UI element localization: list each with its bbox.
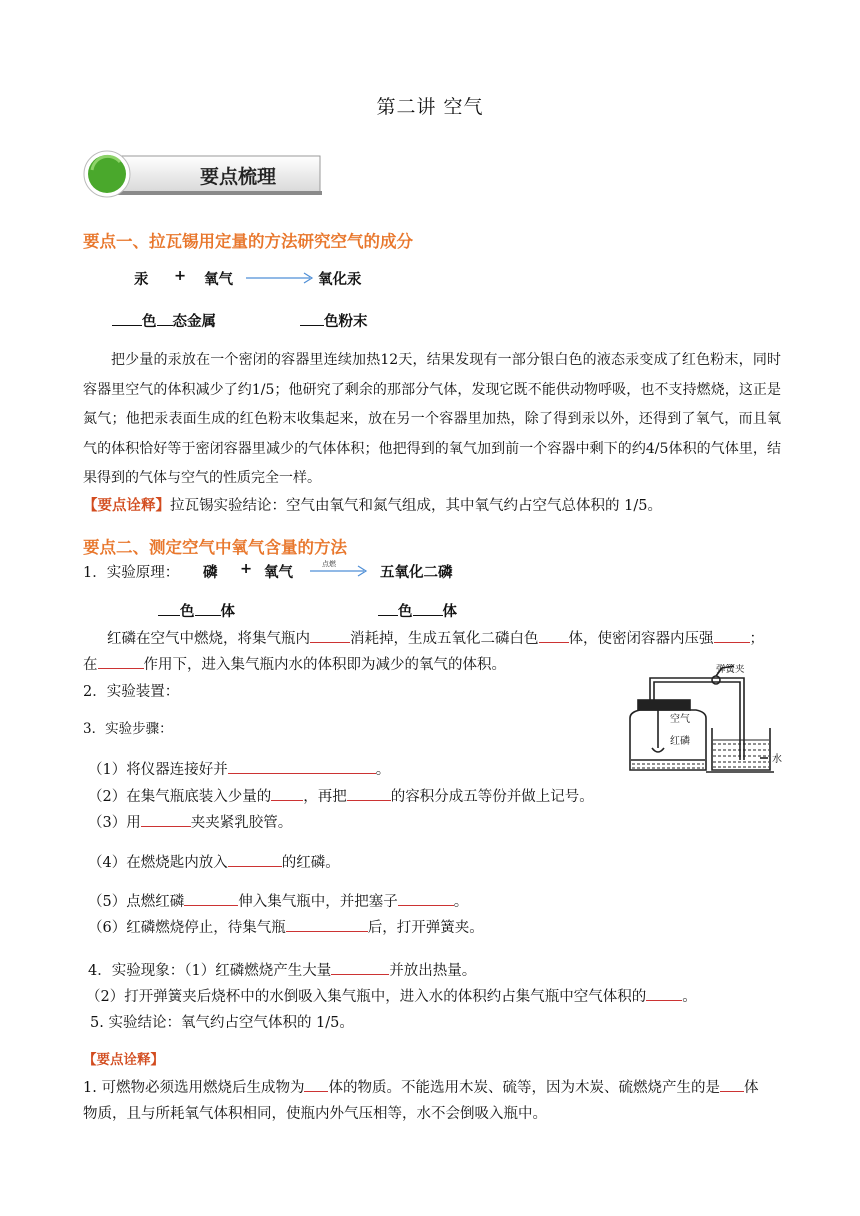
eq1-right: 氧化汞: [318, 272, 362, 288]
label-phosphorus: 红磷: [670, 736, 690, 747]
eq2-desc-a: 色 体: [158, 600, 235, 621]
eq2-left1: 磷: [203, 565, 218, 581]
eq1-desc2: 色粉末: [300, 310, 368, 331]
eq2-arrow-icon: [308, 562, 368, 578]
step-1: （1）将仪器连接好并 。: [88, 758, 390, 779]
steps-label: 3．实验步骤：: [83, 721, 173, 737]
step-2: （2）在集气瓶底装入少量的 ，再把 的容积分成五等份并做上记号。: [88, 785, 594, 806]
section-banner: [82, 150, 324, 198]
page-title: 第二讲 空气: [376, 96, 484, 118]
eq1-arrow-icon: [244, 268, 316, 286]
principle-label: 1．实验原理：: [83, 565, 180, 581]
section2-heading: 要点二、测定空气中氧气含量的方法: [83, 538, 347, 557]
conclusion: 5. 实验结论：氧气约占空气体积的 1/5。: [90, 1015, 354, 1031]
apparatus-figure: [612, 664, 784, 776]
section1-paragraph: 把少量的汞放在一个密闭的容器里连续加热12天，结果发现有一部分银白色的液态汞变成了红色粉末，同时容器里空气的体积减少了约1/5；他研究了剩余的那部分气体，发现它既不能供动物呼吸，也不支持燃烧，这正是氮气；他把汞表面生成的红色粉末收集起来，放在另一个容器里加热，除了得到汞以外，还得到了氧气，而且氧气的体积恰好等于密闭容器里减少的气体体积；他把得到的氧气加到前一个容器中剩下的约4/5体积的气体里，结果得到的气体与空气的性质完全一样。: [83, 352, 781, 486]
principle-line2: 在 作用下，进入集气瓶内水的体积即为减少的氧气的体积。: [83, 653, 506, 674]
eq2-right: 五氧化二磷: [380, 565, 453, 581]
eq2-left2: 氧气: [264, 565, 293, 581]
label-air: 空气: [670, 714, 690, 725]
section1-heading: 要点一、拉瓦锡用定量的方法研究空气的成分: [83, 232, 413, 251]
apparatus-label: 2．实验装置：: [83, 684, 180, 700]
step-3: （3）用 夹夹紧乳胶管。: [88, 811, 292, 832]
eq1-plus: +: [174, 268, 187, 284]
step-6: （6）红磷燃烧停止，待集气瓶 后，打开弹簧夹。: [88, 916, 484, 937]
step-4: （4）在燃烧匙内放入 的红磷。: [88, 851, 340, 872]
principle-line1: 红磷在空气中燃烧，将集气瓶内 消耗掉，生成五氧化二磷白色 体，使密闭容器内压强 ；: [107, 627, 764, 648]
eq2-plus: +: [240, 561, 253, 577]
phenomenon-2: （2）打开弹簧夹后烧杯中的水倒吸入集气瓶中，进入水的体积约占集气瓶中空气体积的 。: [86, 985, 697, 1006]
eq1-left1: 汞: [134, 272, 149, 288]
eq1-desc1: 色 态金属: [112, 310, 216, 331]
phenomenon-1: 4．实验现象：（1）红磷燃烧产生大量 并放出热量。: [88, 959, 476, 980]
note-line2: 物质，且与所耗氧气体积相同，使瓶内外气压相等，水不会倒吸入瓶中。: [83, 1106, 547, 1122]
label-clip: 弹簧夹: [716, 664, 745, 675]
eq2-desc-b: 色 体: [378, 600, 457, 621]
section1-note: 【要点诠释】拉瓦锡实验结论：空气由氧气和氮气组成，其中氧气约占空气总体积的 1/5。: [83, 497, 662, 514]
note-line1: 1. 可燃物必须选用燃烧后生成物为 体的物质。不能选用木炭、硫等，因为木炭、硫燃烧产生的是 体: [83, 1076, 758, 1097]
label-water: 水: [772, 754, 782, 765]
eq1-left2: 氧气: [204, 272, 233, 288]
banner-label: 要点梳理: [200, 166, 277, 188]
step-5: （5）点燃红磷 伸入集气瓶中，并把塞子 。: [88, 890, 468, 911]
eq2-condition: 点燃: [322, 560, 336, 568]
section2-note-tag: 【要点诠释】: [83, 1052, 164, 1068]
